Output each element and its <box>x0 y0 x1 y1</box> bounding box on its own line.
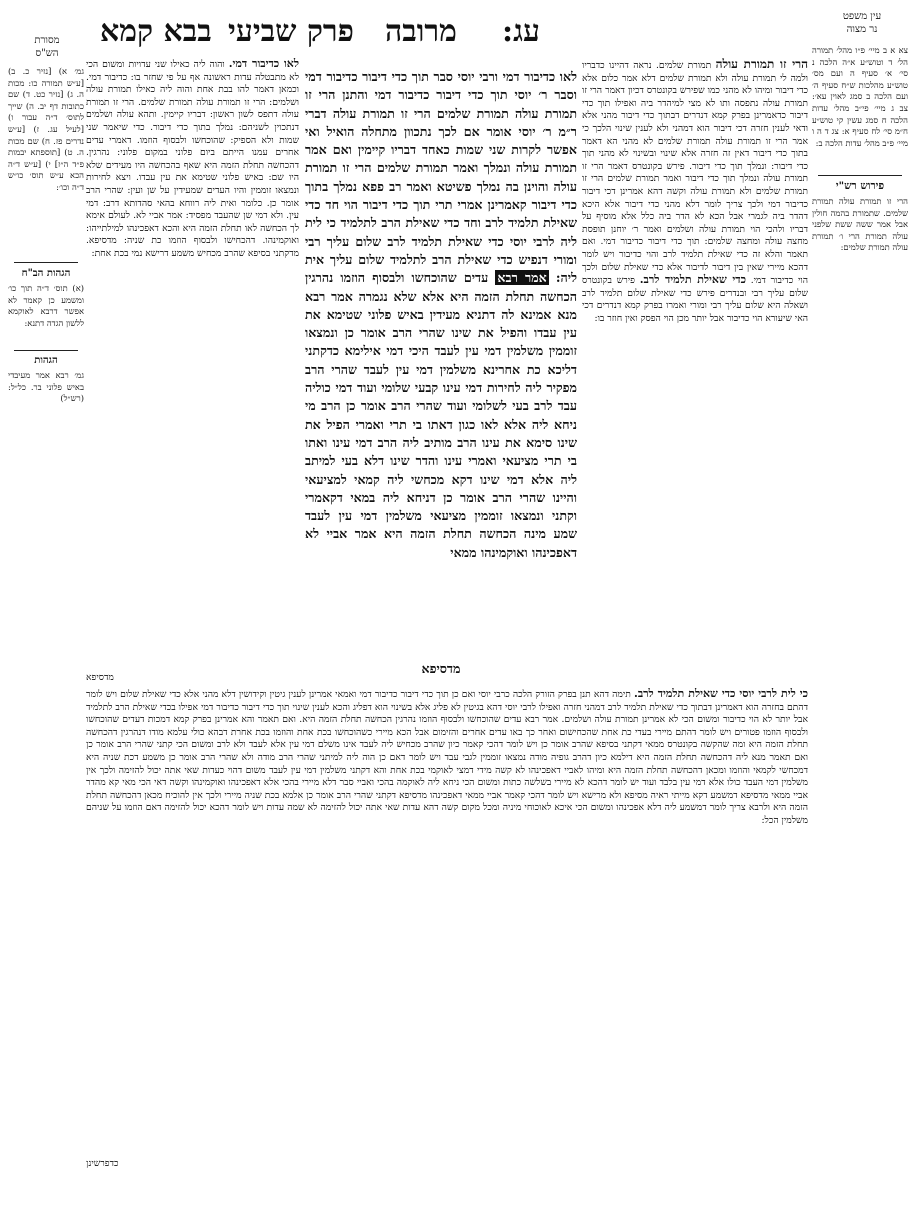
margin-rule-left <box>14 262 78 263</box>
margin-rule <box>818 175 902 176</box>
tosafot-text: תמורת שלמים. נראה דהיינו כדבריו ולמה לי תמורת עולה ולא תמורת שלמים דלא אמר כלום אלא כדי דיבור ומיהו לא מהני כמו שפירש בקונטרס דכיון דאמר הרי זו תמורת עולה נתפסה ותו לא מצי למיהדר ביה ואפילו תוך כדי דיבור כדאמרינן בפרק קמא דנדרים דבתוך כדי דיבור מהני אלא ודאי לענין חזרה דכי דיבור הוא דמהני ולא לענין שינוי הלכך כי אמר הרי זו תמורת עולה תמורת שלמים לא מהני הא דאמר בתוך כדי דיבור דאין זה חזרה אלא שינוי ובשינוי לא מהני תוך כדי דיבור: ונמלך תוך כדי דיבור. פירש בקונטרס דאמר הרי זו תמורת עולה ונמלך תוך כדי דיבור ואמר תמורת שלמים הרי זו תמורת שלמים ולא תמורת עולה וקשה דהא אמרינן דכי דיבור כדיבור דמי ולכך צריך לומר דלא מהני כדי דיבור אלא היכא דהדר ביה לגמרי אבל הכא לא הדר ביה כלל אלא מוסיף על דבריו ולהכי הוי תמורת עולה ושלמים ואמר ר׳ יוחנן תופסת מחצה עולה ומחצה שלמים: תוך כדי דיבור כדיבור דמי. ואם תאמר והלא זה כדי שאילת תלמיד לרב והוי כדיבור ויש לומר דהכא מיירי שאין בין דיבור לדיבור אלא כדי שאילת שלום ולכך הוי כדיבור דמי. <box>582 60 808 287</box>
ein-mishpat-label: עין משפט נר מצוה <box>842 11 882 35</box>
folio-number: עג: <box>502 14 540 49</box>
tosafot-opening: הרי זו תמורת עולה <box>715 58 808 71</box>
tosafot-column <box>582 58 808 653</box>
gemara-part1: לאו כדיבור דמי ורבי יוסי סבר תוך כדי דיבור כדיבור דמי וסבר ר׳ יוסי תוך כדי דיבור כדיבור דמי והתנן הרי זו תמורת עולה תמורת שלמים הרי זו תמורת עולה דברי ר״מ ר׳ יוסי אומר אם לכך נתכוון מתחלה הואיל ואי אפשר לקרות שני שמות כאחד דבריו קיימין ואם אמר תמורת עולה ונמלך ואמר תמורת שלמים הרי זו תמורת עולה והוינן בה נמלך פשיטא ואמר רב פפא נמלך בתוך כדי דיבור קאמרינן אמרי תרי תוך כדי דיבור הוי חד כדי שאילת תלמיד לרב וחד כדי שאילת הרב לתלמיד כי לית ליה לרבי יוסי כדי שאילת תלמיד לרב שלום עליך רבי ומורי דנפיש כדי שאילת הרב לתלמיד שלום עליך אית ליה: <box>305 69 577 286</box>
hagahot-text: (א) תוס׳ ד״ה תוך כו׳ ומשמע כן קאמר לא אפשר דרבא לאוקמא ללשון הגדה דתנא: <box>8 283 84 328</box>
chapter-title: פרק שביעי <box>228 14 354 49</box>
bottom-tosafot-ending: כדפרשינן <box>86 1158 119 1169</box>
masoret-text: גמ׳ א) [נזיר כ. ב) [ע״ש תמורה כו: מכות ה. ג) [נזיר כט. ד) שם כתובות דף יב. ה) שייך לתוס׳ ד״ה עבור ו) [לעיל עג. ז) [ע״ש נדרים פז. ח) שם מכות ה. ט) [תוספתא יבמות פ״ד ה״ז] י) [ע״ש ד״ה הכא ע״ש תוס׳ כו״ש ד״ה וכו׳: <box>8 66 84 192</box>
amar-rava-highlight: אמר רבא <box>497 270 547 286</box>
tosafot-second-title: כדי שאילת תלמיד לרב. <box>639 273 746 287</box>
rashi-opening: לאו כדיבור דמי. <box>228 58 299 70</box>
tosafot-second-text: פירש בקונטרס שלום עליך רבי ובנדרים פירש כדי שאילת שלום תלמיד לרב ושאלה היא שלום עליך רבי ומורי ואמרו בפרק קמא דנדרים דכי האי שיעורא הוי כדיבור אבל יותר מכן הוי הפסק ואין חוזר בו: <box>582 275 808 324</box>
rashi-pointer-title: פירוש רש"י <box>835 180 885 192</box>
tractate-title: בבא קמא <box>100 14 212 49</box>
margin-rule-left-2 <box>14 350 78 351</box>
gemara-ending: מדסיפא <box>421 661 461 676</box>
chapter-name: מרובה <box>385 14 457 49</box>
gemara-part2: עדים שהוכחשו ולבסוף הוזמו נהרגין הכחשה תחלת הזמה היא אלא שלא נגמרה אמר רבא מנא אמינא לה דתניא מעידין באיש פלוני שטימא את עין עבדו והפיל את שינו שהרי הרב אומר כן ונמצאו זוממין משלמין דמי עין לעבד היכי דמי אילימא כדקתני דליכא כת אחרינא משלמין דמי עין לעבד שהרי הרב מפקיר ליה לחירות דמי עינו קבעי שלומי ועוד דמי כוליה עבד לרב בעי לשלומי ועוד שהרי הרב אומר כן הרב מי ניחא ליה אלא לאו כגון דאתו בי תרי ואמרי הפיל את שינו סימא את עינו הרב מותיב ליה הרב דמי עינו ואתו בי תרי מציעאי ואמרי עינו והדר שינו דלא בעי למיתב ליה אלא דמי שינו דקא מכחשי ליה קמאי למציעאי והיינו שהרי הרב אומר כן דניחא ליה במאי דקאמרי וקתני ונמצאו זוממין מציעאי משלמין דמי עין לעבד שמע מינה הכחשה תחלת הזמה היא אמר אביי לא דאפכינהו ואוקמינהו ממאי <box>305 270 577 560</box>
bottom-tosafot-lead: כי לית לרבי יוסי כדי שאילת תלמיד לרב. <box>634 688 808 700</box>
rashi-column <box>86 58 299 673</box>
hagahot2-title: הגהות <box>34 355 58 366</box>
bottom-tosafot <box>86 688 808 1156</box>
rashi-text: והוה ליה כאילו שני עדויות ומשום הכי לא מתבטלה עדות ראשונה אף על פי שחזר בו: כדיבור דמי. וכמאן דאמר להו בבת אחת והוה ליה כאילו תמורת עולה ושלמים: הרי זו תמורת עולה תמורת שלמים. הרי זו תמורת עולה דתפס לשון ראשון: דבריו קיימין. ותהא עולה ושלמים דנתכוין לשניהם: נמלך בתוך כדי דיבור. כדי שיאמר שני שמות ולא הספיק: שהוכחשו ולבסוף הוזמו. דאמרי עדים אחרים עמנו הייתם ביום פלוני במקום פלוני: נהרגין. דהכחשה תחלת הזמה היא שאף בהכחשה היו מעידים שלא היו שם: באיש פלוני שטימא את עין עבדו. ויצא לחירות ונמצאו זוממין והיו העדים שמעידין על שן ועין: שהרי הרב אומר כן. כלומר ואית ליה רווחא בהאי סהדותא דרב: דמי עין. ולא דמי שן שהעבד מפסיד: אמר אביי לא. לעולם אימא לך הכחשה לאו תחלת הזמה היא והכא דאפכינהו למילתייהו: ואוקמינהו. דהכחישו ולבסוף הוזמו כת שניה: מדסיפא. מדקתני בסיפא שהרב מכחיש משמע דרישא נמי בכת אחת: <box>86 59 299 259</box>
bottom-tosafot-text: תימה דהא תנן בפרק הזורק הלכה כרבי יוסי ואם כן תוך כדי דיבור כדיבור דמי ואמאי אמרינן לענין גיטין וקידושין דלא מהני אלא כדי שאילת שלום ויש לומר דהתם בחזרה הוא דאמרינן דבתוך כדי שאילת תלמיד לרב דמהני חזרה ואפילו לרבי יוסי דהא בגיטין לא פליג אלא בשינוי הוא דפליג והכא לענין שינוי תוך כדי דיבור כדיבור דמי אפילו בכדי שאילת הרב לתלמיד אבל יותר לא הוי כדיבור ומשום הכי לא אמרינן תמורת עולה ושלמים. אמר רבא עדים שהוכחשו ולבסוף הוזמו נהרגין הכחשה תחלת הזמה היא. ואם תאמר והא אמרינן בפרק קמא דמכות דעדים שהוכחשו ולבסוף הוזמו פטורים ויש לומר דהתם מיירי בעדי כת אחת שהכחישום ואחר כך באו עדים אחרים והזימום אבל הכא מיירי כשהוכחשו בכת אחת והוזמו בכת אחרת דבהא כולי עלמא מודו דנהרגין דהכחשה תחלת הזמה היא ומה שהקשה בקונטרס ממאי דקתני בסיפא שהרב אומר כן ויש לומר דהכי קאמר כיון שהרב מכחיש ליה לעבד אינו משלם דמי עין אלא לעבד ולא לרב ומשום הכי קתני שהרי הרב אומר כן ואם תאמר מנא ליה דהכחשה תחלת הזמה היא דילמא כיון דהרב גופיה מודה נמצאו זוממין לגבי עבד ויש לומר דאם כן הוה ליה למיתני שהרי הרב מודה ולא שהרי הרב אומר כן משמע דכת שניה היא דמכחשי לקמאי והוזמו ומכאן דהכחשה תחלת הזמה היא ומיהו לאביי דאפכינהו לא קשה מידי דמצי לאוקמי בכת אחת והא דקתני משלמין דמי עין לעבד משום דהוי כעדות שאי אתה יכול להזימה ולכך אין משלמין דמי העבד כולו אלא דמי עין בלבד ועוד יש לומר דהכא לא מיירי בשלשה כתות ומשום הכי ניחא ליה לאוקמה בהכי ואביי סבר דלא מיירי בהכי אלא דאפכינהו ואוקמינהו וקשה דאי הכי מאי קא מהדר אביי ממאי מדסיפא דמשמע דקא מייתי ראיה מסיפא ולא מרישא ויש לומר דהכי קאמר אביי ממאי דאפכינהו מדסיפא דקתני שהרי הרב אומר כן אלמא בכת שניה מיירי ולכך אין להוכיח מכאן דהכחשה תחלת הזמה היא ולרבא צריך לומר דמשמע ליה דלא אפכינהו ומשום הכי איכא לאוכוחי מיניה ומכל מקום קשה דהא עדות שאי אתה יכול להזימה לא שמה עדות ויש לומר דהכא יכול להזימה דאם הוזמו על שניהם משלמין הכל: <box>86 689 808 826</box>
rashi-ending: מדסיפא <box>86 672 114 683</box>
rashi-pointer-text: הרי זו תמורת עולה תמורת שלמים. שתמורת בהמה חולין אבל אמר ששה ששת שלפני עולה תמורת הרי ו׳ תמורת עולה תמורת שלמים: <box>812 196 908 253</box>
mesoret-label: מסורת הש"ס <box>34 35 60 59</box>
hagahot2-text: גמ׳ רבא אמר מעיבדי באיש פלוני בר. כל״ל: (רש״ל) <box>8 370 84 404</box>
gemara-text <box>305 68 577 658</box>
ein-mishpat-text: צא א ב מיי׳ פ״ו מהל׳ תמורה הל׳ ד וטוש״ע א״ה הלכה נ סי׳ א׳ סעיף ה ועם מס׳ טוש״ע מהלכות ש״ח סעיף ה׳ ועם הלכה ב סמג לאוין עא׳: צב ג מיי׳ פי״ב מהל׳ עדות הלכה ח סמג עשין קי טוש״ע ח״מ סי׳ לח סעיף א: צג ד ה ו מיי׳ פ״ב מהל׳ עדות הלכה ב: <box>812 45 908 148</box>
hagahot-title: הגהות הב"ח <box>21 268 71 279</box>
